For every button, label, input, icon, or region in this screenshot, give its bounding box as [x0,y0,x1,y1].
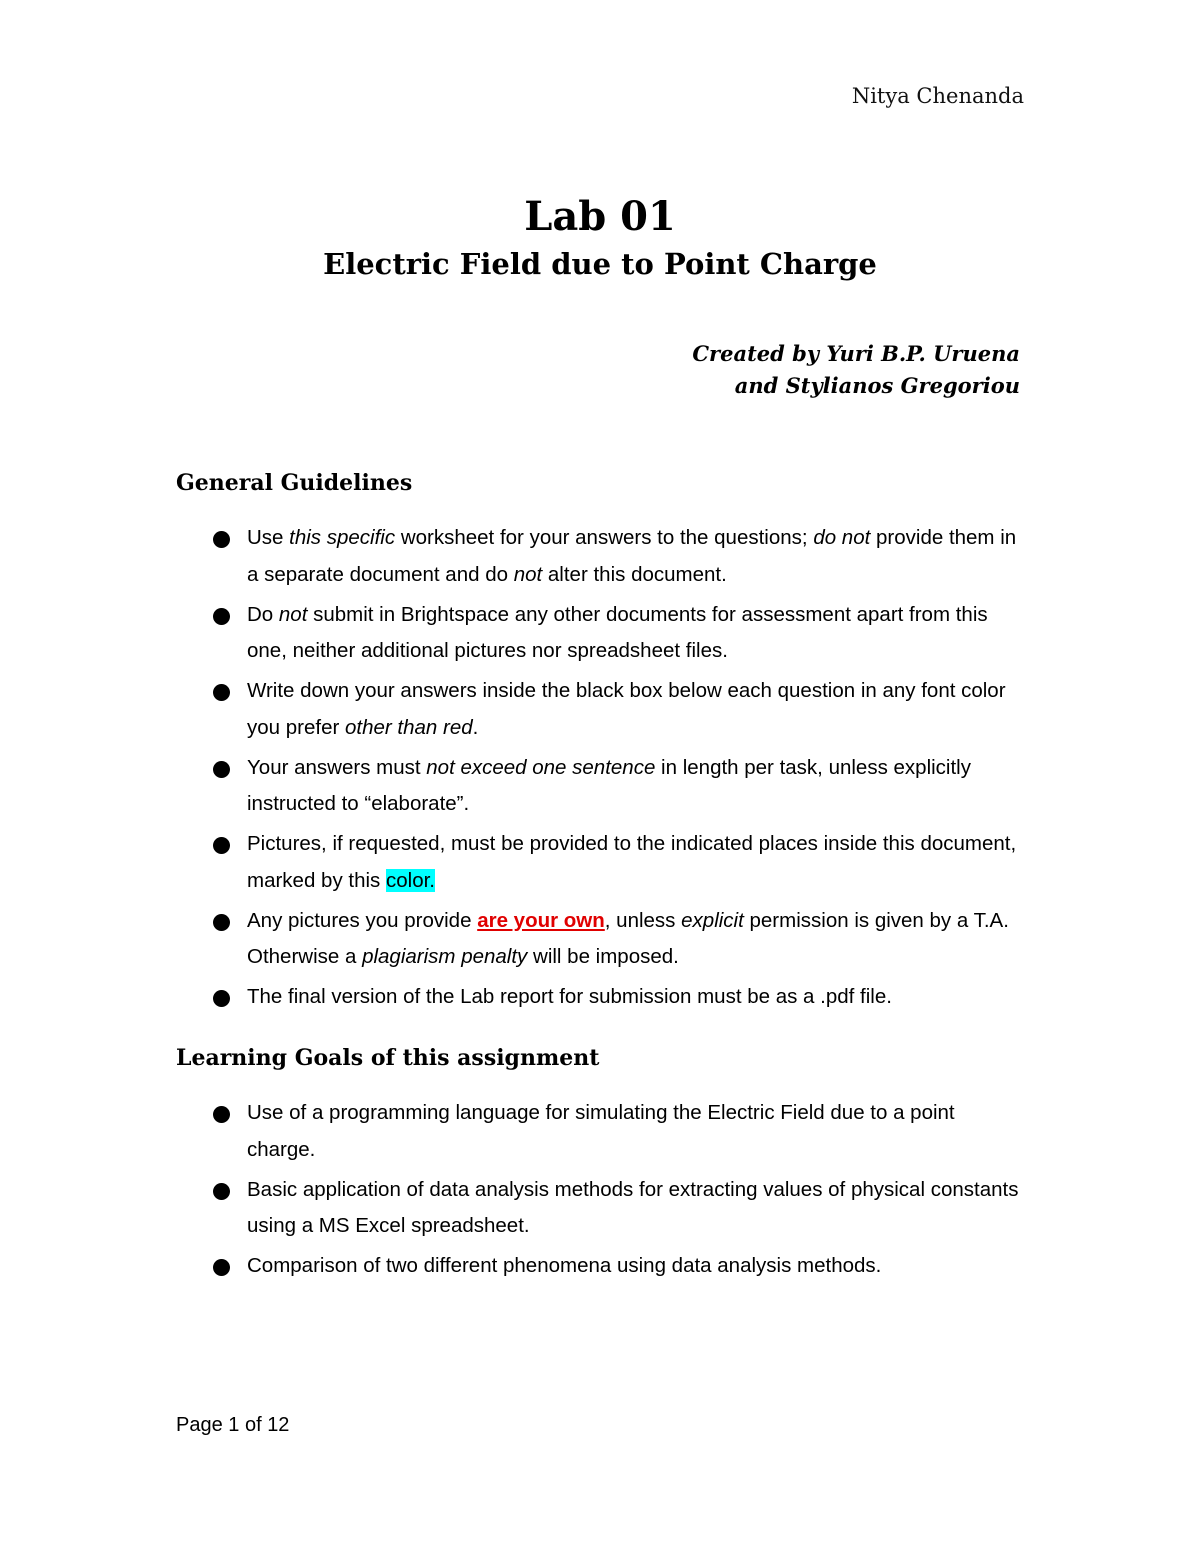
list-item [176,1248,1026,1285]
page-number: 1 [228,1414,240,1436]
text: submit in Brightspace any other documents for assessment apart from this one, neither additional pictures nor spreadsheet files. [247,602,988,662]
list-item [176,1095,1026,1168]
list-item [176,750,1026,823]
credits-line-2: and Stylianos Gregoriou [734,373,1020,398]
credits [692,338,1020,402]
text: Page [176,1414,229,1436]
text: in length per task, unless explicitly instructed to “elaborate”. [247,755,971,815]
list-item [176,979,1026,1016]
text: of [239,1414,268,1436]
list-item [176,597,1026,670]
bullet-icon [213,914,230,931]
bullet-icon [213,531,230,548]
red-emphasis: are your own [477,908,605,932]
emphasis: not [278,602,308,626]
text: Any pictures you provide [247,908,478,932]
emphasis: not [513,562,543,586]
text: Your answers must [247,755,427,779]
text: permission is given by a T.A. Otherwise a [247,908,1009,968]
emphasis: other than red [345,715,473,739]
emphasis: not exceed one sentence [426,755,656,779]
bullet-icon [213,608,230,625]
text: provide them in a separate document and do [247,526,1017,586]
text: , unless [604,908,682,932]
bullet-icon [213,1183,230,1200]
list-item [176,826,1026,899]
text: worksheet for your answers to the questions; [395,526,814,549]
list-item [176,520,1026,593]
text: Basic application of data analysis methods for extracting values of physical constants using a MS Excel spreadsheet. [247,1177,1019,1237]
text: alter this document. [542,562,727,586]
bullet-icon [213,761,230,778]
page-subtitle: Electric Field due to Point Charge [323,247,877,281]
guidelines-heading: General Guidelines [176,470,413,496]
emphasis: explicit [681,908,744,932]
text: Comparison of two different phenomena using data analysis methods. [247,1254,882,1277]
page-total: 12 [267,1414,290,1436]
goals-list [176,1095,1026,1288]
header-author-name: Nitya Chenanda [851,84,1024,108]
bullet-icon [213,837,230,854]
text: Do [247,602,279,626]
text: The final version of the Lab report for submission must be as a .pdf file. [247,985,892,1008]
bullet-icon [213,1106,230,1123]
bullet-icon [213,684,230,701]
text: Use [247,526,290,549]
list-item [176,673,1026,746]
emphasis: plagiarism penalty [362,945,528,968]
goals-heading: Learning Goals of this assignment [176,1045,600,1071]
page-title: Lab 01 [524,193,676,240]
list-item [176,903,1026,976]
text: Use of a programming language for simulating the Electric Field due to a point charge. [247,1101,955,1161]
bullet-icon [213,990,230,1007]
list-item [176,1172,1026,1245]
highlight-sample: color. [386,868,435,892]
text: Pictures, if requested, must be provided to the indicated places inside this document, marked by this [247,832,1017,892]
page-footer [176,1414,289,1437]
text: will be imposed. [527,945,679,968]
emphasis: this specific [289,526,396,549]
guidelines-list [176,520,1026,1019]
text: Write down your answers inside the black box below each question in any font color you prefer [247,679,1006,739]
credits-line-1: Created by Yuri B.P. Uruena [692,341,1020,366]
text: . [472,715,479,739]
emphasis: do not [813,526,871,549]
bullet-icon [213,1259,230,1276]
